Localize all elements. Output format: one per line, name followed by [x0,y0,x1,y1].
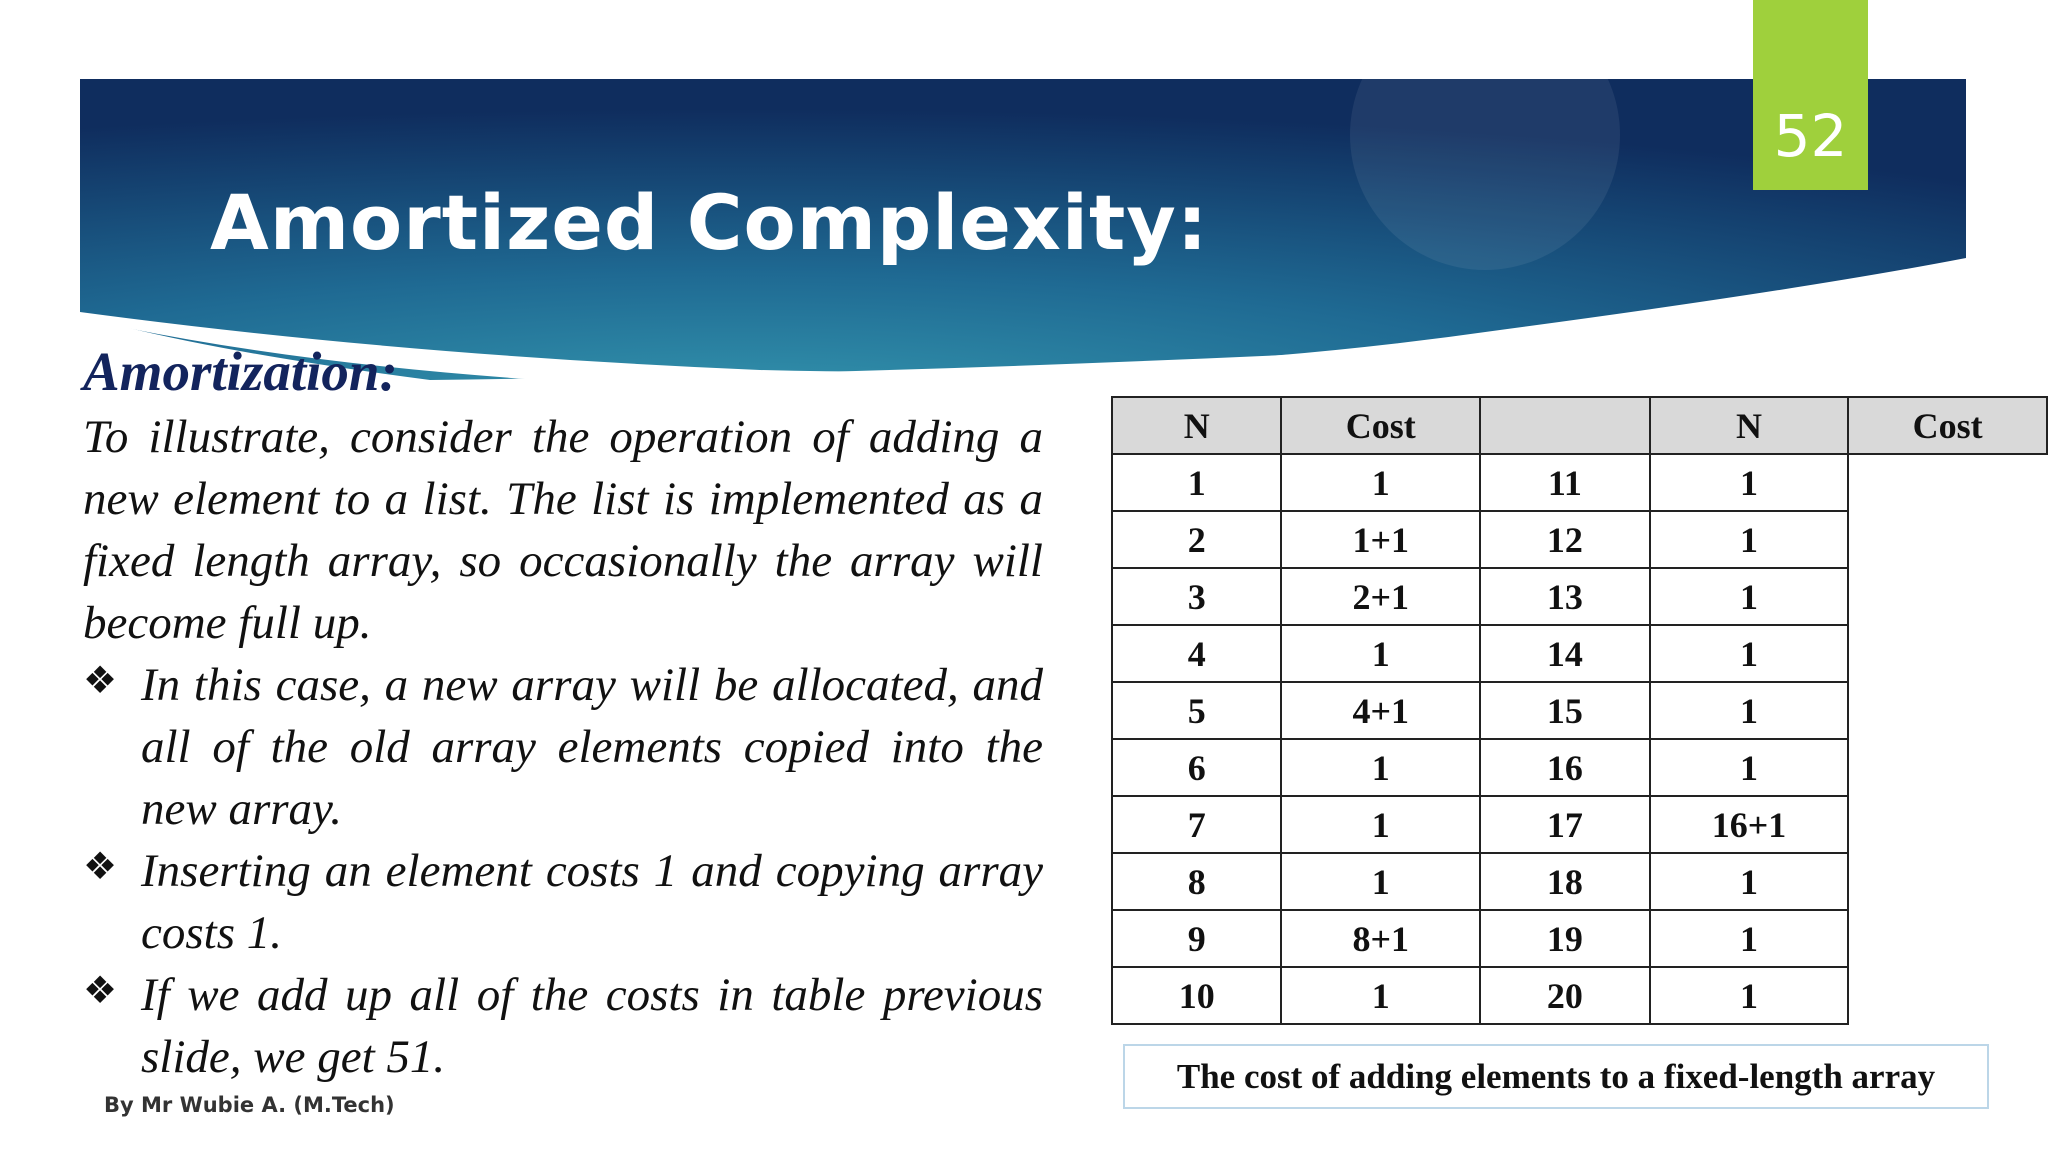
cell-cost-left: 2+1 [1281,568,1480,625]
cell-cost-right: 1 [1650,967,1849,1024]
bullet-item [83,840,1043,964]
header-n-left: N [1112,397,1281,454]
intro-paragraph: To illustrate, consider the operation of adding a new element to a list. The list is implemented as a fixed length array, so occasionally the array will become full up. [83,411,1043,649]
cell-cost-right: 16+1 [1650,796,1849,853]
table-row [1112,739,2047,796]
cell-n-right: 19 [1480,910,1649,967]
cell-cost-left: 1 [1281,967,1480,1024]
bullet-item [83,654,1043,840]
bullet-text: In this case, a new array will be allocated, and all of the old array elements copied into the new array. [141,659,1043,835]
table-header-row [1112,397,2047,454]
table-body [1112,454,2047,1024]
cell-cost-right: 1 [1650,454,1849,511]
header-n-right: N [1650,397,1849,454]
cell-n-right: 18 [1480,853,1649,910]
decorative-circle [1350,0,1620,270]
cell-n-left: 3 [1112,568,1281,625]
cell-n-right: 15 [1480,682,1649,739]
cell-n-right: 14 [1480,625,1649,682]
table-row [1112,967,2047,1024]
cell-cost-right: 1 [1650,568,1849,625]
cell-n-left: 2 [1112,511,1281,568]
bullet-item [83,964,1043,1088]
table-row [1112,682,2047,739]
cell-cost-right: 1 [1650,853,1849,910]
cell-n-left: 7 [1112,796,1281,853]
cell-cost-left: 1 [1281,853,1480,910]
cell-n-right: 20 [1480,967,1649,1024]
diamond-four-icon: ❖ [83,970,118,1012]
table-row [1112,454,2047,511]
cell-n-right: 11 [1480,454,1649,511]
table-row [1112,625,2047,682]
table-row [1112,796,2047,853]
cell-cost-left: 8+1 [1281,910,1480,967]
cell-n-left: 10 [1112,967,1281,1024]
header-cost-right: Cost [1848,397,2047,454]
body-text [83,406,1043,1088]
table-caption: The cost of adding elements to a fixed-length array [1123,1044,1989,1109]
cell-cost-right: 1 [1650,682,1849,739]
cell-cost-left: 1 [1281,739,1480,796]
cell-cost-left: 4+1 [1281,682,1480,739]
table-gap-column [1480,397,1649,454]
table-row [1112,910,2047,967]
cell-n-right: 17 [1480,796,1649,853]
table-row [1112,853,2047,910]
table-row [1112,511,2047,568]
cost-table [1111,396,2048,1025]
cell-n-left: 1 [1112,454,1281,511]
diamond-four-icon: ❖ [83,660,118,702]
slide-number-tab [1753,0,1868,190]
cell-cost-left: 1 [1281,454,1480,511]
cell-cost-left: 1+1 [1281,511,1480,568]
cell-n-right: 13 [1480,568,1649,625]
cell-cost-right: 1 [1650,511,1849,568]
cell-n-right: 12 [1480,511,1649,568]
cell-n-left: 5 [1112,682,1281,739]
diamond-four-icon: ❖ [83,846,118,888]
table-row [1112,568,2047,625]
section-heading: Amortization: [83,341,398,402]
slide-title: Amortized Complexity: [210,178,1209,267]
bullet-text: If we add up all of the costs in table previous slide, we get 51. [141,969,1043,1083]
cell-n-right: 16 [1480,739,1649,796]
cell-cost-left: 1 [1281,625,1480,682]
cell-cost-right: 1 [1650,739,1849,796]
cell-cost-right: 1 [1650,910,1849,967]
cell-n-left: 4 [1112,625,1281,682]
cell-cost-right: 1 [1650,625,1849,682]
bullet-text: Inserting an element costs 1 and copying array costs 1. [141,845,1043,959]
cell-n-left: 8 [1112,853,1281,910]
cell-cost-left: 1 [1281,796,1480,853]
author-credit: By Mr Wubie A. (M.Tech) [104,1093,395,1117]
cell-n-left: 6 [1112,739,1281,796]
slide-number: 52 [1773,102,1848,170]
cell-n-left: 9 [1112,910,1281,967]
header-cost-left: Cost [1281,397,1480,454]
